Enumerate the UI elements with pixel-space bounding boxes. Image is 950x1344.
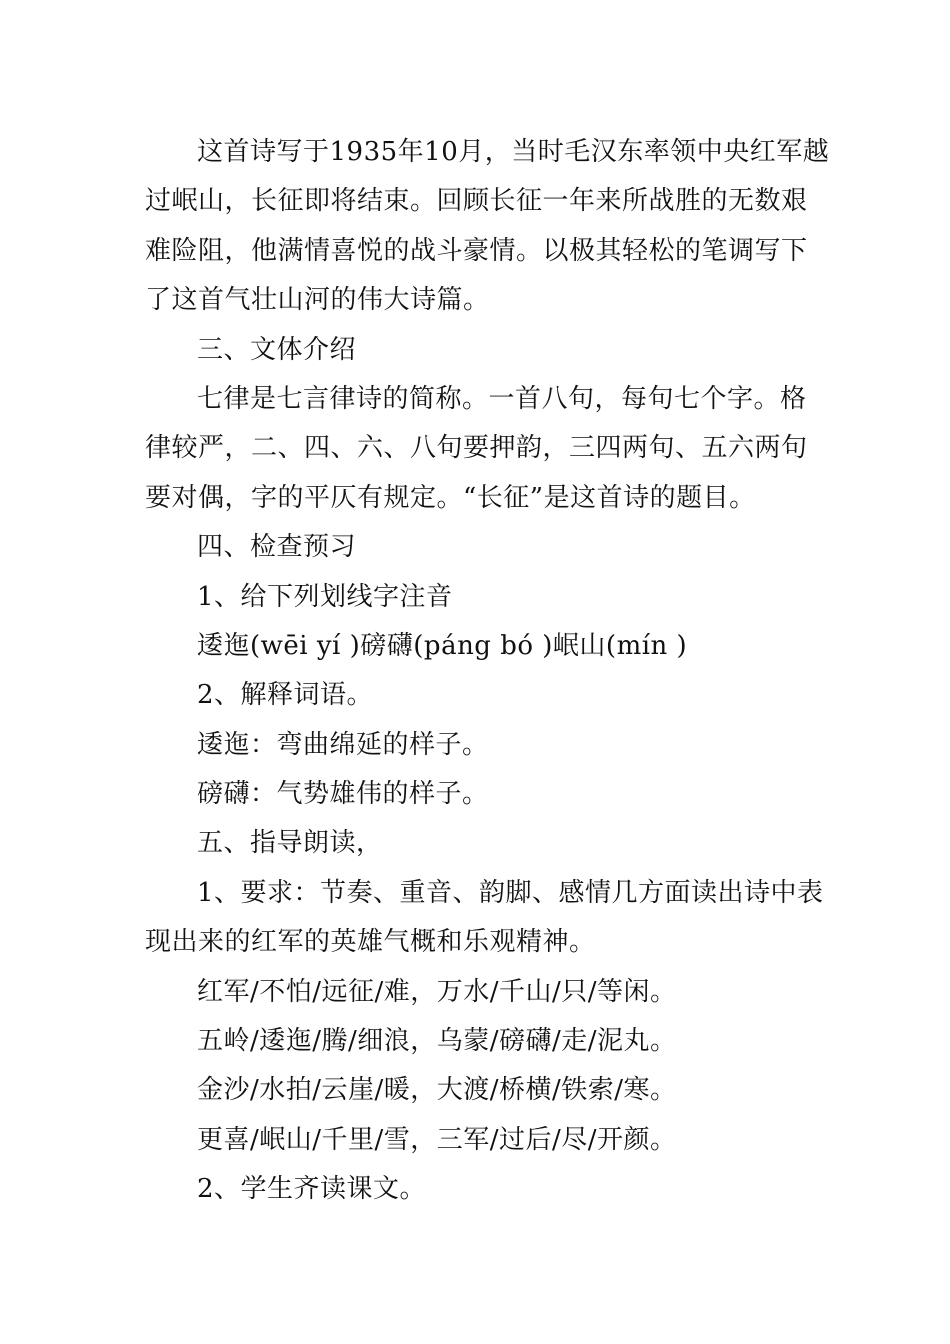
document-body: [145, 128, 830, 1215]
definition-line: 逶迤：弯曲绵延的样子。: [197, 729, 489, 760]
list-item: 2、学生齐读课文。: [197, 1174, 427, 1205]
definition-line: 磅礴：气势雄伟的样子。: [197, 779, 489, 810]
list-item: 1、要求：节奏、重音、韵脚、感情几方面读出诗中表: [197, 877, 824, 908]
poem-line: 更喜/岷山/千里/雪，三军/过后/尽/开颜。: [197, 1124, 677, 1155]
section-heading-genre: 三、文体介绍: [197, 334, 357, 365]
paragraph-line: 难险阻，他满情喜悦的战斗豪情。以极其轻松的笔调写下: [145, 235, 808, 266]
paragraph-line: 现出来的红军的英雄气概和乐观精神。: [145, 927, 596, 958]
list-item: 1、给下列划线字注音: [197, 581, 453, 612]
poem-line: 金沙/水拍/云崖/暖，大渡/桥横/铁索/寒。: [197, 1075, 677, 1106]
pinyin-line: 逶迤(wēi yí )磅礴(páng bó )岷山(mín ): [197, 630, 688, 661]
section-heading-preview: 四、检查预习: [197, 532, 357, 563]
paragraph-line: 七律是七言律诗的简称。一首八句，每句七个字。格: [197, 383, 807, 414]
paragraph-line: 了这首气壮山河的伟大诗篇。: [145, 285, 490, 316]
paragraph-line: 这首诗写于1935年10月，当时毛汉东率领中央红军越: [197, 137, 830, 167]
poem-line: 五岭/逶迤/腾/细浪，乌蒙/磅礴/走/泥丸。: [197, 1026, 677, 1057]
section-heading-reading: 五、指导朗读，: [197, 828, 383, 859]
paragraph-line: 要对偶，字的平仄有规定。“长征”是这首诗的题目。: [145, 482, 756, 513]
poem-line: 红军/不怕/远征/难，万水/千山/只/等闲。: [197, 976, 677, 1007]
paragraph-line: 律较严，二、四、六、八句要押韵，三四两句、五六两句: [145, 433, 808, 464]
paragraph-line: 过岷山，长征即将结束。回顾长征一年来所战胜的无数艰: [145, 186, 808, 217]
list-item: 2、解释词语。: [197, 680, 374, 711]
